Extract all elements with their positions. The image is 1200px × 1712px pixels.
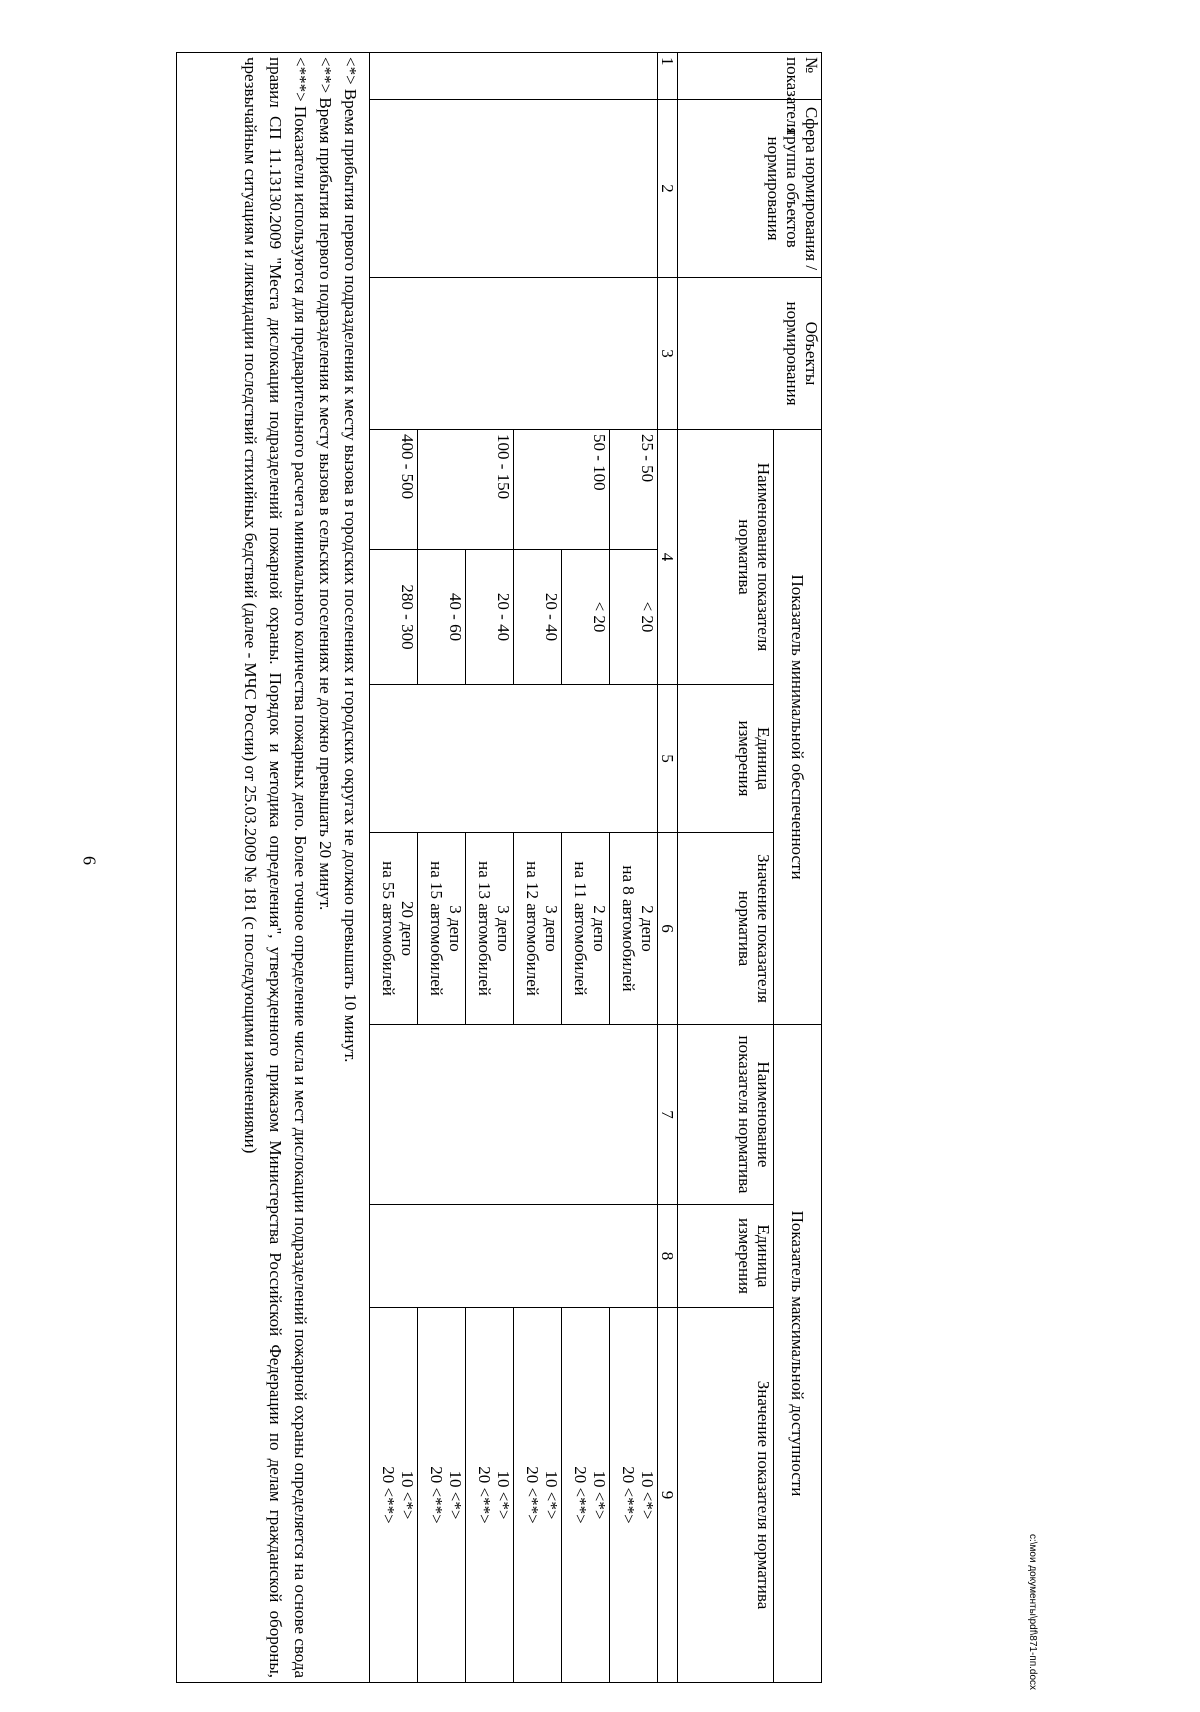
range-b: 20 - 40 bbox=[514, 550, 562, 685]
cell-number bbox=[370, 53, 658, 100]
column-number-7: 7 bbox=[658, 1025, 678, 1205]
cell-max-name bbox=[370, 1025, 658, 1205]
file-path: c:\мои документы\pdf\871-пп.docx bbox=[1027, 1533, 1038, 1691]
cell-sphere bbox=[370, 100, 658, 278]
min-value bbox=[514, 833, 562, 1025]
rotated-table-container bbox=[176, 52, 822, 1682]
range-b: 20 - 40 bbox=[466, 550, 514, 685]
range-a: 50 - 100 bbox=[562, 430, 610, 550]
range-b: < 20 bbox=[610, 550, 658, 685]
column-number-9: 9 bbox=[658, 1308, 678, 1683]
value-cars: на 11 автомобилей bbox=[571, 861, 590, 996]
range-a bbox=[418, 430, 466, 550]
header-max-group: Показатель максимальной доступности bbox=[774, 1025, 822, 1683]
note-2: <**> Время прибытия первого подразделения к месту вызова в сельских поселениях не должно превышать 20 минут. bbox=[316, 57, 335, 911]
header-sphere: Сфера нормирования / группа объектов нормирования bbox=[678, 100, 822, 278]
min-value bbox=[562, 833, 610, 1025]
header-min-unit: Единица измерения bbox=[678, 685, 774, 833]
max-value-b: 20 <**> bbox=[619, 1466, 638, 1524]
max-value bbox=[466, 1308, 514, 1683]
value-cars: на 12 автомобилей bbox=[523, 861, 542, 996]
range-b: 280 - 300 bbox=[370, 550, 418, 685]
max-value-a: 10 <*> bbox=[446, 1470, 465, 1520]
range-b: < 20 bbox=[562, 550, 610, 685]
max-value bbox=[370, 1308, 418, 1683]
range-a: 25 - 50 bbox=[610, 430, 658, 550]
header-min-value: Значение показателя норматива bbox=[678, 833, 774, 1025]
value-cars: на 15 автомобилей bbox=[427, 861, 446, 996]
header-max-unit: Единица измерения bbox=[678, 1205, 774, 1308]
value-depo: 3 депо bbox=[494, 905, 513, 952]
min-value bbox=[610, 833, 658, 1025]
max-value-b: 20 <**> bbox=[571, 1466, 590, 1524]
max-value bbox=[562, 1308, 610, 1683]
cell-objects bbox=[370, 278, 658, 430]
column-number-5: 5 bbox=[658, 685, 678, 833]
notes-cell bbox=[177, 53, 370, 1683]
min-value bbox=[370, 833, 418, 1025]
value-cars: на 55 автомобилей bbox=[379, 861, 398, 996]
range-b: 40 - 60 bbox=[418, 550, 466, 685]
header-max-name: Наименование показателя норматива bbox=[678, 1025, 774, 1205]
value-depo: 3 депо bbox=[542, 905, 561, 952]
max-value-a: 10 <*> bbox=[494, 1470, 513, 1520]
note-1: <*> Время прибытия первого подразделения к месту вызова в городских поселениях и городских округах не должно превышать 10 минут. bbox=[341, 57, 360, 1063]
column-number-1: 1 bbox=[658, 53, 678, 100]
header-min-name: Наименование показателя норматива bbox=[678, 430, 774, 685]
cell-max-unit bbox=[370, 1205, 658, 1308]
value-cars: на 8 автомобилей bbox=[619, 865, 638, 992]
max-value bbox=[514, 1308, 562, 1683]
column-number-4: 4 bbox=[658, 430, 678, 685]
range-a bbox=[514, 430, 562, 550]
max-value-a: 10 <*> bbox=[398, 1470, 417, 1520]
max-value-a: 10 <*> bbox=[542, 1470, 561, 1520]
header-number: № показателя bbox=[678, 53, 822, 100]
value-depo: 3 депо bbox=[446, 905, 465, 952]
max-value-b: 20 <**> bbox=[427, 1466, 446, 1524]
page-number: 6 bbox=[79, 856, 100, 865]
value-depo: 2 депо bbox=[638, 905, 657, 952]
column-number-6: 6 bbox=[658, 833, 678, 1025]
column-number-2: 2 bbox=[658, 100, 678, 278]
range-a: 400 - 500 bbox=[370, 430, 418, 550]
max-value-a: 10 <*> bbox=[638, 1470, 657, 1520]
min-value bbox=[466, 833, 514, 1025]
cell-min-unit bbox=[370, 685, 658, 833]
value-cars: на 13 автомобилей bbox=[475, 861, 494, 996]
note-3: <***> Показатели используются для предварительного расчета минимального количества пожарных депо. Более точное определение числа и мест дислокации подразделений пожарной охраны определяется на основе свода правил СП 11.13130.2009 "Места дислокации подразделений пожарной охраны. Порядок и методика определения", утвержденного приказом Министерства Российской Федерации по делам гражданской обороны, чрезвычайным ситуациям и ликвидации последствий стихийных бедствий (далее - МЧС России) от 25.03.2009 № 181 (с последующими изменениями) bbox=[241, 57, 310, 1679]
max-value bbox=[610, 1308, 658, 1683]
column-number-3: 3 bbox=[658, 278, 678, 430]
column-number-8: 8 bbox=[658, 1205, 678, 1308]
norms-table bbox=[176, 52, 822, 1683]
max-value-b: 20 <**> bbox=[379, 1466, 398, 1524]
header-objects: Объекты нормирования bbox=[678, 278, 822, 430]
value-depo: 2 депо bbox=[590, 905, 609, 952]
header-max-value: Значение показателя норматива bbox=[678, 1308, 774, 1683]
max-value-b: 20 <**> bbox=[475, 1466, 494, 1524]
range-a: 100 - 150 bbox=[466, 430, 514, 550]
notes-row bbox=[177, 53, 370, 1683]
value-depo: 20 депо bbox=[398, 900, 417, 957]
min-value bbox=[418, 833, 466, 1025]
max-value-b: 20 <**> bbox=[523, 1466, 542, 1524]
max-value-a: 10 <*> bbox=[590, 1470, 609, 1520]
table-row bbox=[610, 53, 658, 1683]
header-min-group: Показатель минимальной обеспеченности bbox=[774, 430, 822, 1025]
max-value bbox=[418, 1308, 466, 1683]
